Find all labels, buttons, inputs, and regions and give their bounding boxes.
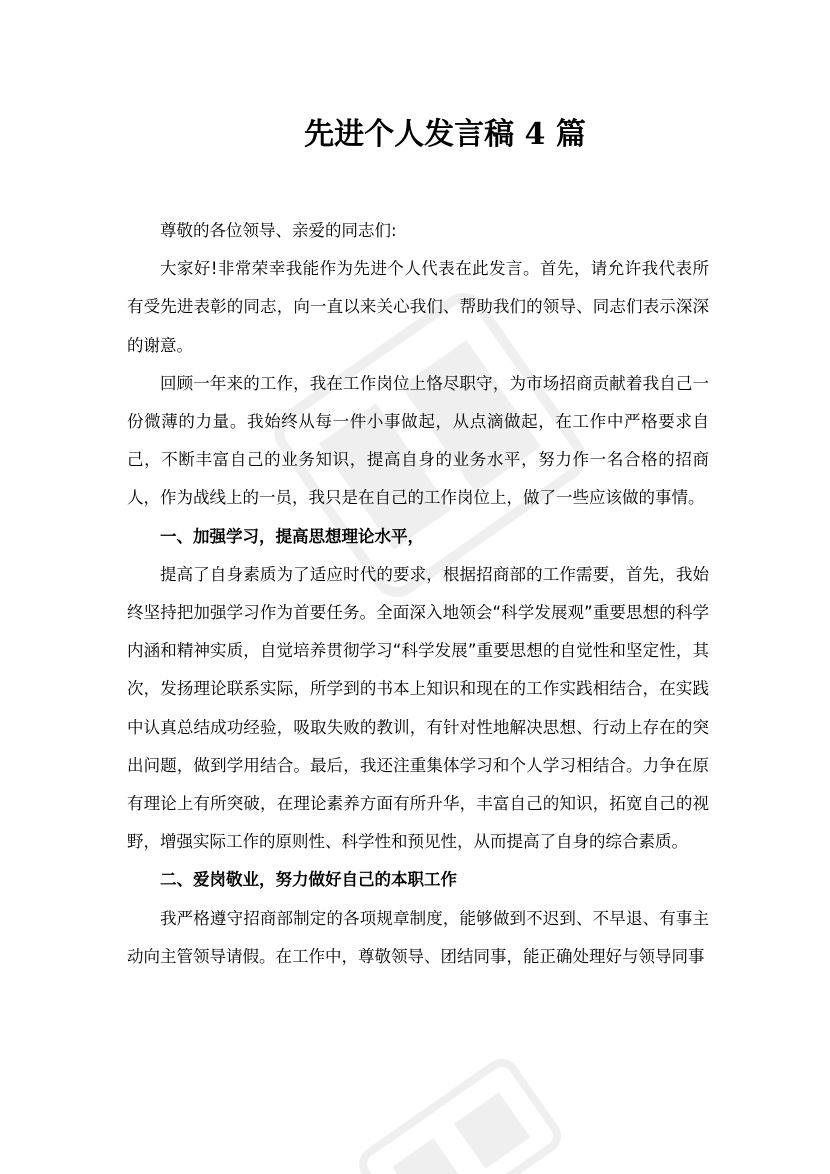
section-heading-2: 二、爱岗敬业，努力做好自己的本职工作: [160, 870, 457, 890]
paragraph-greeting: 尊敬的各位领导、亲爱的同志们:: [160, 221, 397, 240]
paragraph-study: 提高了自身素质为了适应时代的要求，根据招商部的工作需要，首先，我始终坚持把加强学习作为首要任务。全面深入地领会“科学发展观”重要思想的科学内涵和精神实质，自觉培养贯彻学习“科学发展”重要思想的自觉性和坚定性，其次，发扬理论联系实际，所学到的书本上知识和现在的工作实践相结合，在实践中认真总结成功经验，吸取失败的教训，有针对性地解决思想、行动上存在的突出问题，做到学用结合。最后，我还注重集体学习和个人学习相结合。力争在原有理论上有所突破，在理论素养方面有所升华，丰富自己的知识，拓宽自己的视野，增强实际工作的原则性、科学性和预见性，从而提高了自身的综合素质。: [127, 564, 709, 852]
document-title: 先进个人发言稿 4 篇: [304, 117, 586, 152]
paragraph-duty: 我严格遵守招商部制定的各项规章制度，能够做到不迟到、不早退、有事主动向主管领导请假。在工作中，尊敬领导、团结同事，能正确处理好与领导同事: [127, 908, 709, 966]
paragraph-intro: 大家好!非常荣幸我能作为先进个人代表在此发言。首先，请允许我代表所有受先进表彰的同志，向一直以来关心我们、帮助我们的领导、同志们表示深深的谢意。: [127, 259, 709, 355]
section-heading-1: 一、加强学习，提高思想理论水平，: [160, 526, 424, 546]
paragraph-review: 回顾一年来的工作，我在工作岗位上恪尽职守，为市场招商贡献着我自己一份微薄的力量。我始终从每一件小事做起，从点滴做起，在工作中严格要求自己，不断丰富自己的业务知识，提高自身的业务水平，努力作一名合格的招商人，作为战线上的一员，我只是在自己的工作岗位上，做了一些应该做的事情。: [127, 373, 709, 508]
watermark-bottom-icon: [344, 1043, 577, 1174]
document-body: [127, 212, 709, 976]
